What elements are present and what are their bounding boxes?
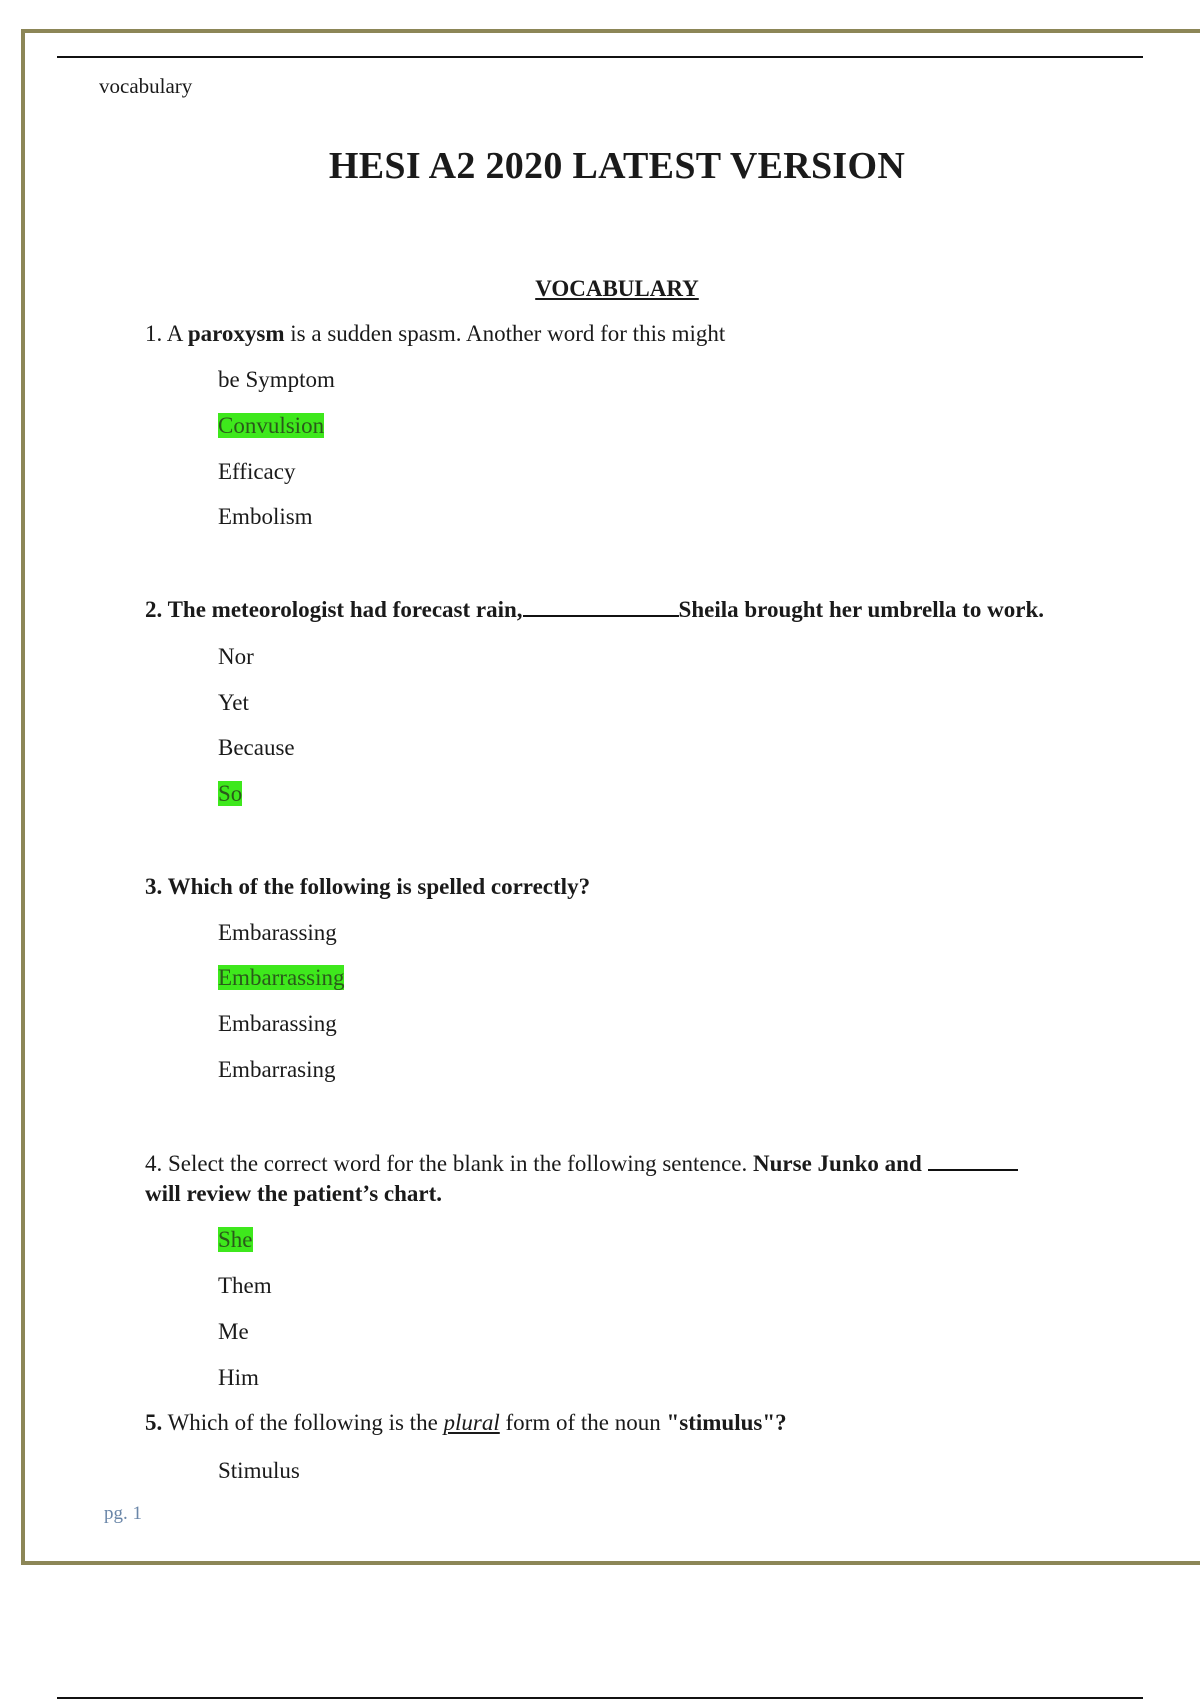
question-4-line-1 [145,1151,1018,1177]
question-2-option-d [218,781,242,807]
question-2-answer-highlight: So [218,781,243,806]
section-heading: VOCABULARY [535,276,699,301]
question-3-option-b [218,965,344,991]
question-5-part-2: form of the noun [499,1410,667,1435]
question-2-option-c: Because [218,735,295,760]
question-4-line-2: will review the patient’s chart. [145,1181,443,1206]
page-frame [21,29,1200,1565]
question-1-answer-highlight: Convulsion [218,413,325,438]
question-3-answer-highlight: Embarrassing [218,965,345,990]
question-2 [145,597,1044,623]
next-page-rule [57,1697,1143,1699]
question-2-part-1: 2. The meteorologist had forecast rain, [145,597,523,622]
header-rule [57,56,1143,58]
question-1-prefix: 1. A [145,321,188,346]
question-4-answer-highlight: She [218,1227,253,1252]
question-2-blank [523,597,679,617]
question-1-option-d: Embolism [218,504,313,529]
question-1-rest: is a sudden spasm. Another word for this might [284,321,726,346]
page-number: pg. 1 [104,1503,142,1524]
question-5-italic-word: plural [443,1410,500,1435]
question-1-option-c: Efficacy [218,459,296,484]
question-4-option-c: Me [218,1319,249,1344]
question-3-option-d: Embarrasing [218,1057,336,1082]
question-2-option-a: Nor [218,644,254,669]
question-5-option-a: Stimulus [218,1458,300,1483]
question-1 [145,321,725,347]
document-title: HESI A2 2020 LATEST VERSION [328,145,906,187]
question-1-term: paroxysm [187,321,285,346]
question-1-option-b [218,413,324,439]
question-4-instruction: 4. Select the correct word for the blank in the following sentence. [145,1151,754,1176]
question-2-part-2: Sheila brought her umbrella to work. [678,597,1045,622]
question-5 [145,1410,787,1436]
question-5-part-1: Which of the following is the [162,1410,444,1435]
question-4-option-a [218,1227,253,1253]
question-2-option-b: Yet [218,690,249,715]
question-3-option-a: Embarassing [218,920,337,945]
running-head: vocabulary [99,74,193,98]
question-3: 3. Which of the following is spelled correctly? [145,874,591,899]
question-4-option-b: Them [218,1273,272,1298]
question-4-option-d: Him [218,1365,259,1390]
question-4-sentence-start: Nurse Junko and [753,1151,922,1176]
question-4-blank [928,1151,1018,1171]
question-3-option-c: Embarassing [218,1011,337,1036]
question-5-number: 5. [145,1410,163,1435]
question-5-term: "stimulus"? [666,1410,787,1435]
question-1-option-a: be Symptom [218,367,335,392]
